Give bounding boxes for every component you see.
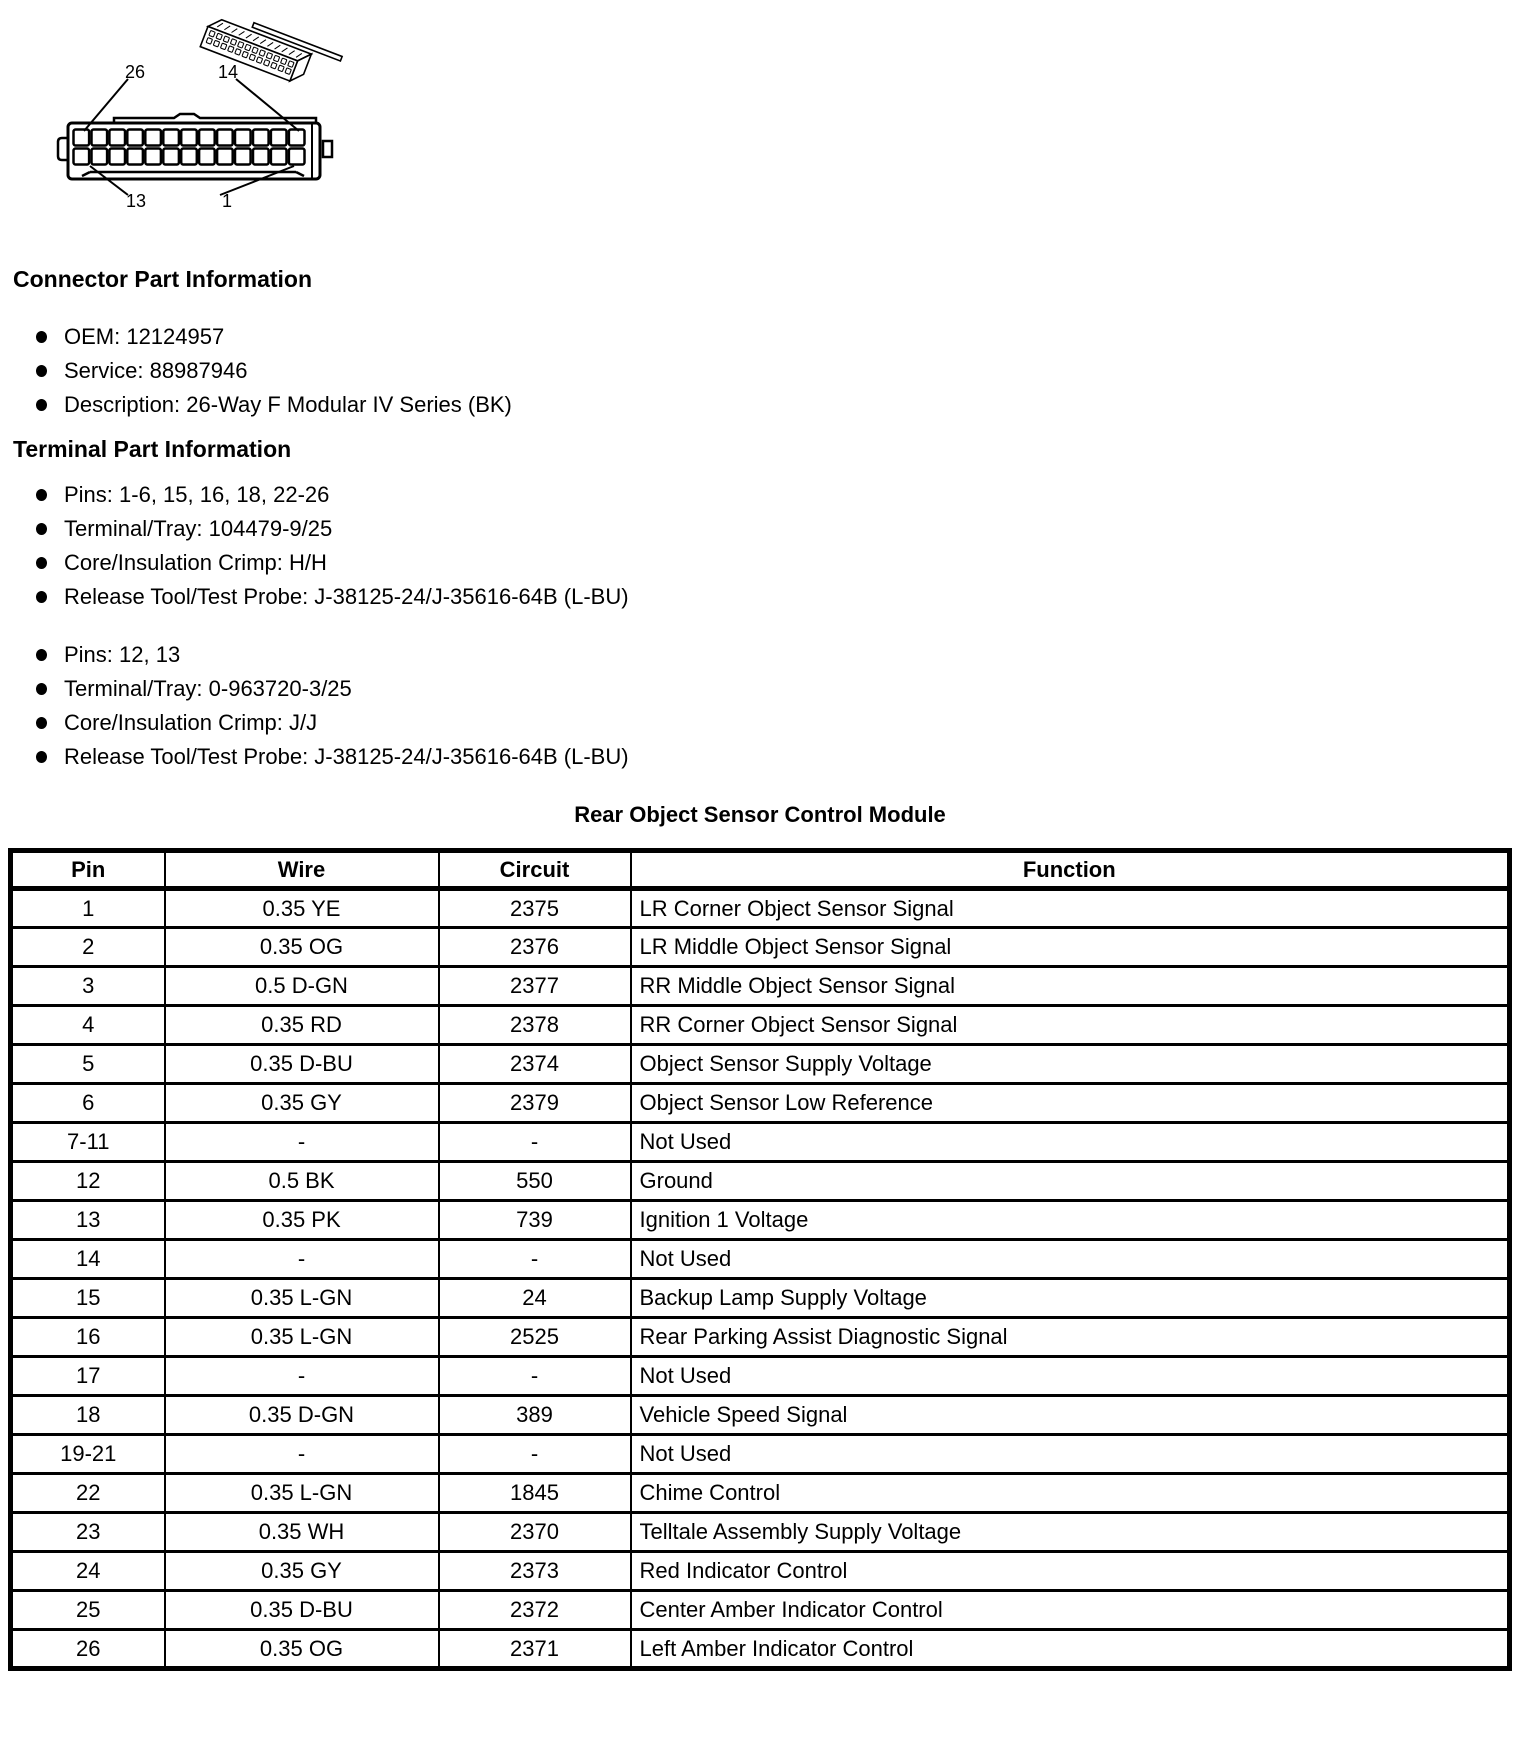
pin-cavity bbox=[253, 149, 269, 165]
table-cell: 7-11 bbox=[11, 1123, 165, 1162]
table-row bbox=[11, 1279, 1510, 1318]
table-cell: 25 bbox=[11, 1591, 165, 1630]
column-header-pin: Pin bbox=[11, 851, 165, 889]
bullet-text: Core/Insulation Crimp: H/H bbox=[64, 550, 327, 575]
mounting-clip-right bbox=[323, 141, 332, 157]
pin-cavity bbox=[181, 149, 197, 165]
pin-label-14: 14 bbox=[217, 62, 239, 82]
table-row bbox=[11, 889, 1510, 928]
table-cell: 1 bbox=[11, 889, 165, 928]
column-header-wire: Wire bbox=[165, 851, 439, 889]
bullet-icon bbox=[36, 751, 47, 763]
table-cell: 12 bbox=[11, 1162, 165, 1201]
table-cell: Not Used bbox=[631, 1435, 1510, 1474]
table-cell: 2374 bbox=[439, 1045, 631, 1084]
pin-cavity bbox=[245, 44, 251, 51]
table-row bbox=[11, 967, 1510, 1006]
bullet-icon bbox=[36, 331, 47, 343]
pin-cavity bbox=[199, 149, 215, 165]
table-cell: 22 bbox=[11, 1474, 165, 1513]
pin-cavity bbox=[230, 39, 236, 46]
table-cell: 2373 bbox=[439, 1552, 631, 1591]
table-row bbox=[11, 1591, 1510, 1630]
pin-cavity bbox=[271, 130, 287, 146]
pinout-table-body bbox=[11, 889, 1510, 1669]
pin-cavity bbox=[266, 53, 272, 60]
table-cell: - bbox=[165, 1240, 439, 1279]
table-row bbox=[11, 1201, 1510, 1240]
table-cell: Not Used bbox=[631, 1240, 1510, 1279]
table-cell: Object Sensor Low Reference bbox=[631, 1084, 1510, 1123]
bullet-item bbox=[36, 580, 1520, 614]
bullet-icon bbox=[36, 683, 47, 695]
table-cell: 2378 bbox=[439, 1006, 631, 1045]
table-cell: 0.35 OG bbox=[165, 1630, 439, 1669]
bullet-icon bbox=[36, 523, 47, 535]
pin-cavity bbox=[145, 149, 161, 165]
bullet-text: Pins: 1-6, 15, 16, 18, 22-26 bbox=[64, 482, 330, 507]
pin-cavity bbox=[256, 57, 262, 64]
table-cell: 0.35 PK bbox=[165, 1201, 439, 1240]
table-cell: 389 bbox=[439, 1396, 631, 1435]
bullet-text: Terminal/Tray: 0-963720-3/25 bbox=[64, 676, 352, 701]
table-cell: 4 bbox=[11, 1006, 165, 1045]
table-cell: - bbox=[165, 1357, 439, 1396]
pin-cavity bbox=[285, 68, 291, 75]
bullet-item bbox=[36, 478, 1520, 512]
pin-cavity bbox=[74, 149, 90, 165]
bullet-text: Description: 26-Way F Modular IV Series (BK) bbox=[64, 392, 512, 417]
table-cell: 0.35 WH bbox=[165, 1513, 439, 1552]
table-cell: 3 bbox=[11, 967, 165, 1006]
table-cell: 14 bbox=[11, 1240, 165, 1279]
table-row bbox=[11, 1084, 1510, 1123]
table-cell: Ignition 1 Voltage bbox=[631, 1201, 1510, 1240]
pin-cavity bbox=[216, 33, 222, 40]
pin-cavity bbox=[92, 149, 108, 165]
table-cell: 23 bbox=[11, 1513, 165, 1552]
pin-label-1: 1 bbox=[221, 191, 233, 210]
bullet-icon bbox=[36, 649, 47, 661]
pin-cavity bbox=[288, 61, 294, 68]
pin-cavity bbox=[92, 130, 108, 146]
bullet-item bbox=[36, 672, 1520, 706]
bullet-text: Pins: 12, 13 bbox=[64, 642, 181, 667]
pin-cavity bbox=[223, 36, 229, 43]
pin-cavity bbox=[220, 43, 226, 50]
table-cell: LR Corner Object Sensor Signal bbox=[631, 889, 1510, 928]
pin-cavity bbox=[109, 130, 125, 146]
bullet-text: Release Tool/Test Probe: J-38125-24/J-35616-64B (L-BU) bbox=[64, 744, 629, 769]
bullet-item bbox=[36, 320, 1520, 354]
table-row bbox=[11, 1045, 1510, 1084]
pin-cavity bbox=[74, 130, 90, 146]
table-row bbox=[11, 1552, 1510, 1591]
table-cell: 1845 bbox=[439, 1474, 631, 1513]
table-cell: 24 bbox=[439, 1279, 631, 1318]
pin-cavity bbox=[289, 130, 305, 146]
table-cell: Center Amber Indicator Control bbox=[631, 1591, 1510, 1630]
table-cell: Object Sensor Supply Voltage bbox=[631, 1045, 1510, 1084]
pin-cavity bbox=[253, 130, 269, 146]
table-cell: 0.35 D-BU bbox=[165, 1591, 439, 1630]
terminal-info-list-group1 bbox=[0, 478, 1520, 614]
table-cell: 2377 bbox=[439, 967, 631, 1006]
table-cell: 0.35 L-GN bbox=[165, 1318, 439, 1357]
table-cell: 0.35 L-GN bbox=[165, 1474, 439, 1513]
table-cell: 2371 bbox=[439, 1630, 631, 1669]
table-cell: 16 bbox=[11, 1318, 165, 1357]
terminal-info-list-group2 bbox=[0, 638, 1520, 774]
bullet-text: Terminal/Tray: 104479-9/25 bbox=[64, 516, 333, 541]
table-row bbox=[11, 1240, 1510, 1279]
pin-cavity bbox=[206, 38, 212, 45]
terminal-part-heading: Terminal Part Information bbox=[13, 436, 292, 462]
table-row bbox=[11, 1006, 1510, 1045]
table-cell: 26 bbox=[11, 1630, 165, 1669]
table-cell: RR Corner Object Sensor Signal bbox=[631, 1006, 1510, 1045]
connector-diagram bbox=[6, 2, 346, 210]
column-header-circuit: Circuit bbox=[439, 851, 631, 889]
table-cell: 0.35 YE bbox=[165, 889, 439, 928]
table-cell: 0.35 GY bbox=[165, 1552, 439, 1591]
table-cell: - bbox=[165, 1123, 439, 1162]
table-cell: 0.5 D-GN bbox=[165, 967, 439, 1006]
table-cell: 13 bbox=[11, 1201, 165, 1240]
pin-cavity bbox=[209, 31, 215, 38]
pin-cavity bbox=[199, 130, 215, 146]
table-cell: 2525 bbox=[439, 1318, 631, 1357]
table-cell: LR Middle Object Sensor Signal bbox=[631, 928, 1510, 967]
table-cell: Red Indicator Control bbox=[631, 1552, 1510, 1591]
pin-cavity bbox=[145, 130, 161, 146]
pin-label-13: 13 bbox=[125, 191, 147, 210]
pin-cavity bbox=[217, 149, 233, 165]
table-cell: 2379 bbox=[439, 1084, 631, 1123]
table-cell: 2370 bbox=[439, 1513, 631, 1552]
table-row bbox=[11, 1318, 1510, 1357]
table-row bbox=[11, 1630, 1510, 1669]
table-row bbox=[11, 1357, 1510, 1396]
table-cell: 0.35 D-GN bbox=[165, 1396, 439, 1435]
connector-info-list bbox=[0, 320, 1520, 422]
bullet-icon bbox=[36, 717, 47, 729]
pin-cavity bbox=[271, 149, 287, 165]
table-header-row bbox=[11, 851, 1510, 889]
table-cell: 0.35 GY bbox=[165, 1084, 439, 1123]
pin-cavity bbox=[228, 46, 234, 53]
table-cell: 0.35 L-GN bbox=[165, 1279, 439, 1318]
table-cell: - bbox=[439, 1123, 631, 1162]
table-row bbox=[11, 1435, 1510, 1474]
table-cell: 6 bbox=[11, 1084, 165, 1123]
pin-cavity bbox=[249, 54, 255, 61]
bullet-item bbox=[36, 740, 1520, 774]
bullet-icon bbox=[36, 489, 47, 501]
bullet-item bbox=[36, 388, 1520, 422]
table-cell: Left Amber Indicator Control bbox=[631, 1630, 1510, 1669]
pin-cavity bbox=[259, 50, 265, 57]
pin-cavity bbox=[263, 60, 269, 67]
table-cell: 15 bbox=[11, 1279, 165, 1318]
bullet-text: OEM: 12124957 bbox=[64, 324, 225, 349]
pin-cavity bbox=[235, 49, 241, 56]
table-cell: RR Middle Object Sensor Signal bbox=[631, 967, 1510, 1006]
table-cell: - bbox=[439, 1240, 631, 1279]
table-cell: Not Used bbox=[631, 1357, 1510, 1396]
bullet-text: Release Tool/Test Probe: J-38125-24/J-35616-64B (L-BU) bbox=[64, 584, 629, 609]
table-cell: 18 bbox=[11, 1396, 165, 1435]
table-cell: Vehicle Speed Signal bbox=[631, 1396, 1510, 1435]
pin-cavity bbox=[213, 40, 219, 47]
bullet-item bbox=[36, 354, 1520, 388]
pin-cavity bbox=[289, 149, 305, 165]
connector-isometric-view bbox=[200, 8, 342, 96]
bullet-item bbox=[36, 546, 1520, 580]
pin-cavity bbox=[235, 130, 251, 146]
table-title: Rear Object Sensor Control Module bbox=[574, 802, 946, 827]
table-cell: - bbox=[439, 1357, 631, 1396]
pin-cavity bbox=[238, 42, 244, 49]
pin-cavity bbox=[235, 149, 251, 165]
table-row bbox=[11, 928, 1510, 967]
table-cell: Telltale Assembly Supply Voltage bbox=[631, 1513, 1510, 1552]
pin-cavity bbox=[281, 58, 287, 65]
bullet-icon bbox=[36, 365, 47, 377]
table-cell: 2375 bbox=[439, 889, 631, 928]
connector-part-heading: Connector Part Information bbox=[13, 266, 313, 292]
bullet-icon bbox=[36, 591, 47, 603]
table-row bbox=[11, 1474, 1510, 1513]
table-cell: 2 bbox=[11, 928, 165, 967]
table-cell: Backup Lamp Supply Voltage bbox=[631, 1279, 1510, 1318]
bullet-item bbox=[36, 706, 1520, 740]
table-cell: 0.5 BK bbox=[165, 1162, 439, 1201]
bullet-item bbox=[36, 638, 1520, 672]
table-cell: 550 bbox=[439, 1162, 631, 1201]
pin-cavity bbox=[271, 62, 277, 69]
bullet-icon bbox=[36, 399, 47, 411]
pin-cavity bbox=[278, 65, 284, 72]
table-row bbox=[11, 1513, 1510, 1552]
bullet-icon bbox=[36, 557, 47, 569]
table-cell: 2372 bbox=[439, 1591, 631, 1630]
table-row bbox=[11, 1162, 1510, 1201]
table-cell: 0.35 OG bbox=[165, 928, 439, 967]
table-row bbox=[11, 1396, 1510, 1435]
table-cell: Ground bbox=[631, 1162, 1510, 1201]
table-cell: - bbox=[439, 1435, 631, 1474]
table-cell: 0.35 D-BU bbox=[165, 1045, 439, 1084]
table-cell: Chime Control bbox=[631, 1474, 1510, 1513]
bullet-text: Service: 88987946 bbox=[64, 358, 248, 383]
table-cell: 5 bbox=[11, 1045, 165, 1084]
table-cell: 17 bbox=[11, 1357, 165, 1396]
pin-cavity bbox=[252, 47, 258, 54]
pin-cavity bbox=[109, 149, 125, 165]
pin-label-26: 26 bbox=[124, 62, 146, 82]
table-row bbox=[11, 1123, 1510, 1162]
table-cell: 24 bbox=[11, 1552, 165, 1591]
column-header-function: Function bbox=[631, 851, 1510, 889]
bullet-item bbox=[36, 512, 1520, 546]
table-cell: 739 bbox=[439, 1201, 631, 1240]
pin-cavity bbox=[163, 130, 179, 146]
bullet-text: Core/Insulation Crimp: J/J bbox=[64, 710, 318, 735]
pin-cavity bbox=[273, 55, 279, 62]
table-cell: Rear Parking Assist Diagnostic Signal bbox=[631, 1318, 1510, 1357]
table-cell: Not Used bbox=[631, 1123, 1510, 1162]
pinout-table bbox=[8, 848, 1512, 1671]
pin-cavity bbox=[127, 149, 143, 165]
pin-cavity bbox=[181, 130, 197, 146]
pin-cavity bbox=[217, 130, 233, 146]
pin-cavity bbox=[163, 149, 179, 165]
pin-cavity bbox=[127, 130, 143, 146]
table-cell: - bbox=[165, 1435, 439, 1474]
pin-cavity bbox=[242, 51, 248, 58]
table-cell: 19-21 bbox=[11, 1435, 165, 1474]
table-cell: 0.35 RD bbox=[165, 1006, 439, 1045]
table-cell: 2376 bbox=[439, 928, 631, 967]
